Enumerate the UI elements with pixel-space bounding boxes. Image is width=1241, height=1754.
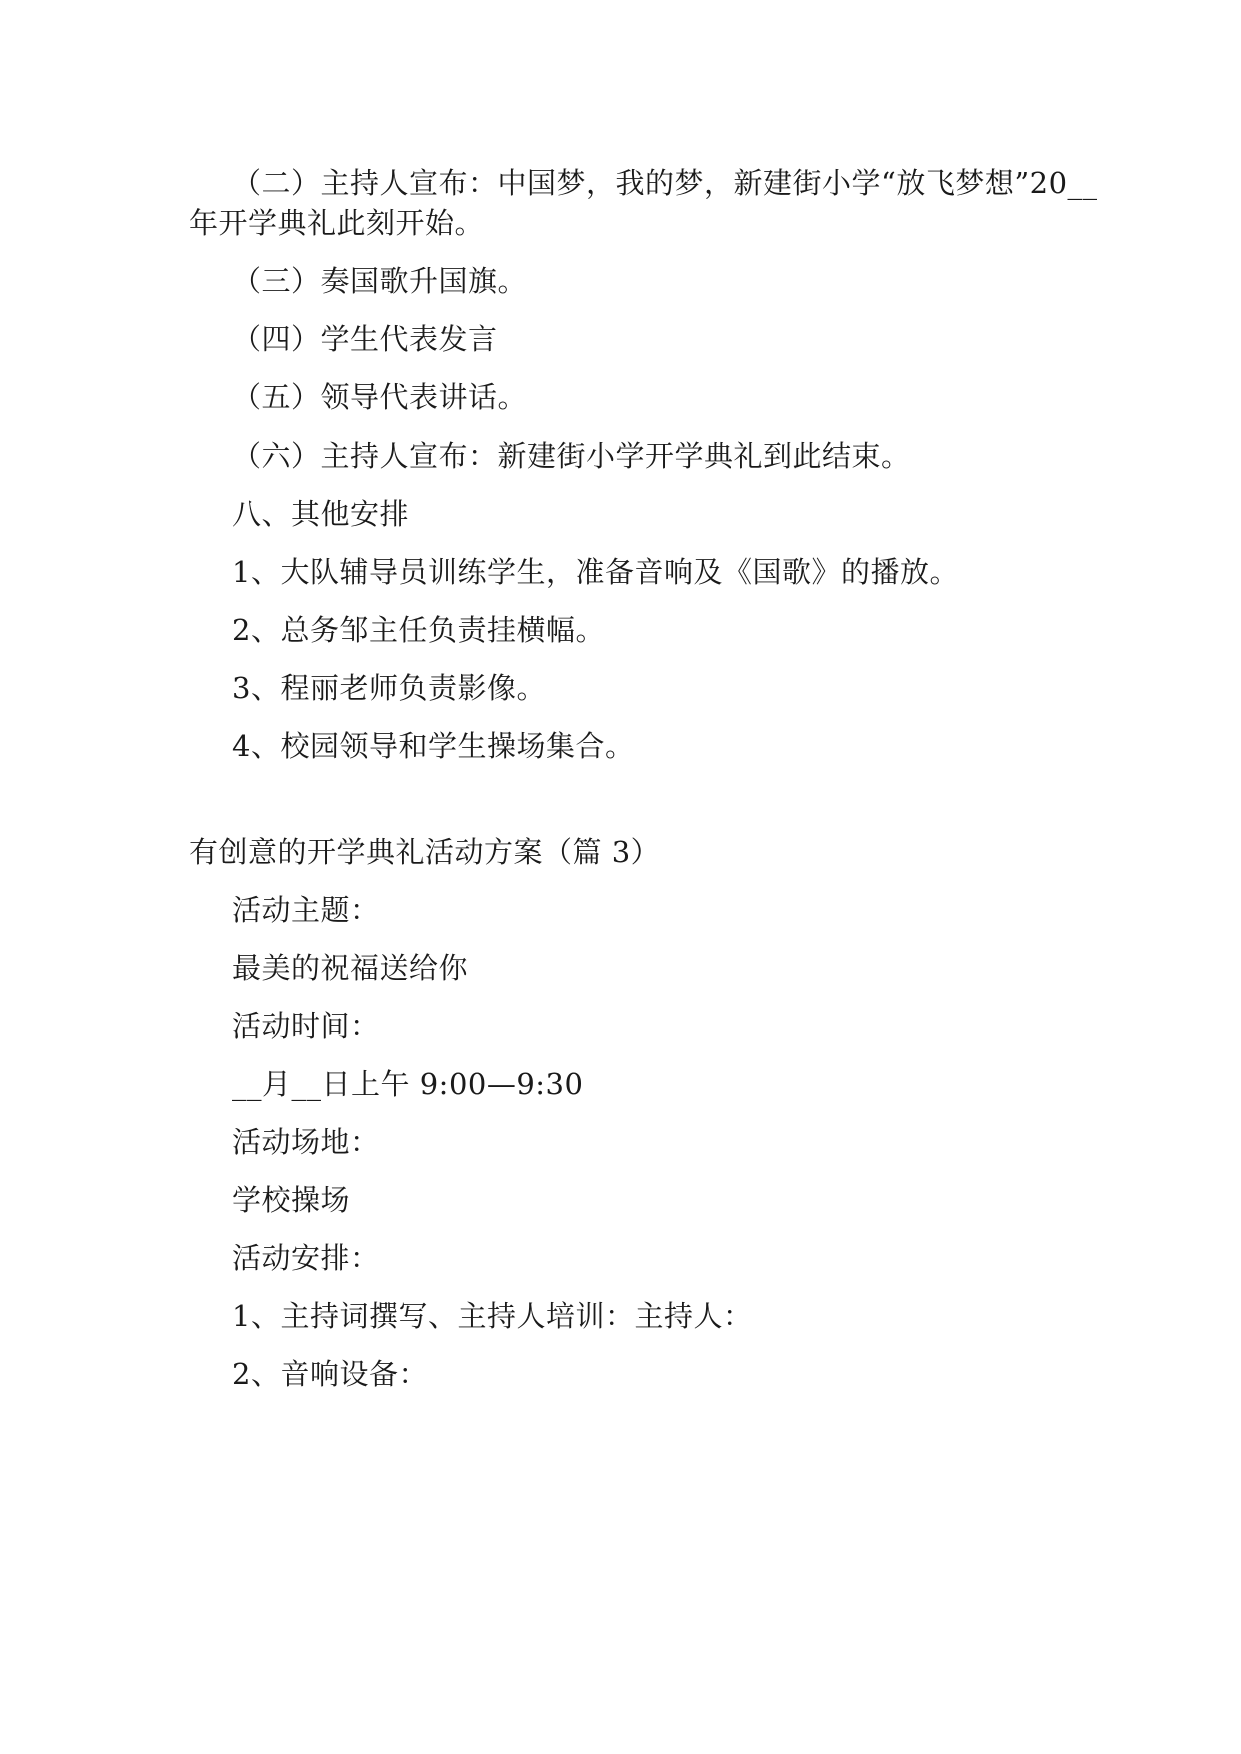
section-heading-other-arrangements: 八、其他安排 (232, 497, 410, 531)
activity-theme-label: 活动主题： (232, 893, 380, 927)
arrangement-item-4: 4、校园领导和学生操场集合。 (232, 729, 635, 763)
paragraph-item-4: （四）学生代表发言 (232, 322, 498, 356)
paragraph-item-6: （六）主持人宣布：新建街小学开学典礼到此结束。 (232, 439, 911, 473)
arrangement-item-3: 3、程丽老师负责影像。 (232, 671, 546, 705)
activity-theme-value: 最美的祝福送给你 (232, 951, 469, 985)
paragraph-item-2-line-2: 年开学典礼此刻开始。 (189, 206, 485, 240)
activity-time-label: 活动时间： (232, 1009, 380, 1043)
paragraph-item-2-line-1: （二）主持人宣布：中国梦，我的梦，新建街小学“放飞梦想”20__ (232, 166, 1098, 200)
document-title: 有创意的开学典礼活动方案（篇 3） (189, 835, 661, 869)
paragraph-item-5: （五）领导代表讲话。 (232, 380, 528, 414)
activity-arrangement-item-2: 2、音响设备： (232, 1357, 428, 1391)
activity-time-value: __月__日上午 9:00—9:30 (232, 1067, 584, 1101)
activity-arrangement-item-1: 1、主持词撰写、主持人培训：主持人： (232, 1299, 753, 1333)
arrangement-item-2: 2、总务邹主任负责挂横幅。 (232, 613, 605, 647)
activity-arrangement-label: 活动安排： (232, 1241, 380, 1275)
activity-venue-label: 活动场地： (232, 1125, 380, 1159)
activity-venue-value: 学校操场 (232, 1183, 351, 1217)
arrangement-item-1: 1、大队辅导员训练学生，准备音响及《国歌》的播放。 (232, 555, 959, 589)
paragraph-item-3: （三）奏国歌升国旗。 (232, 264, 528, 298)
